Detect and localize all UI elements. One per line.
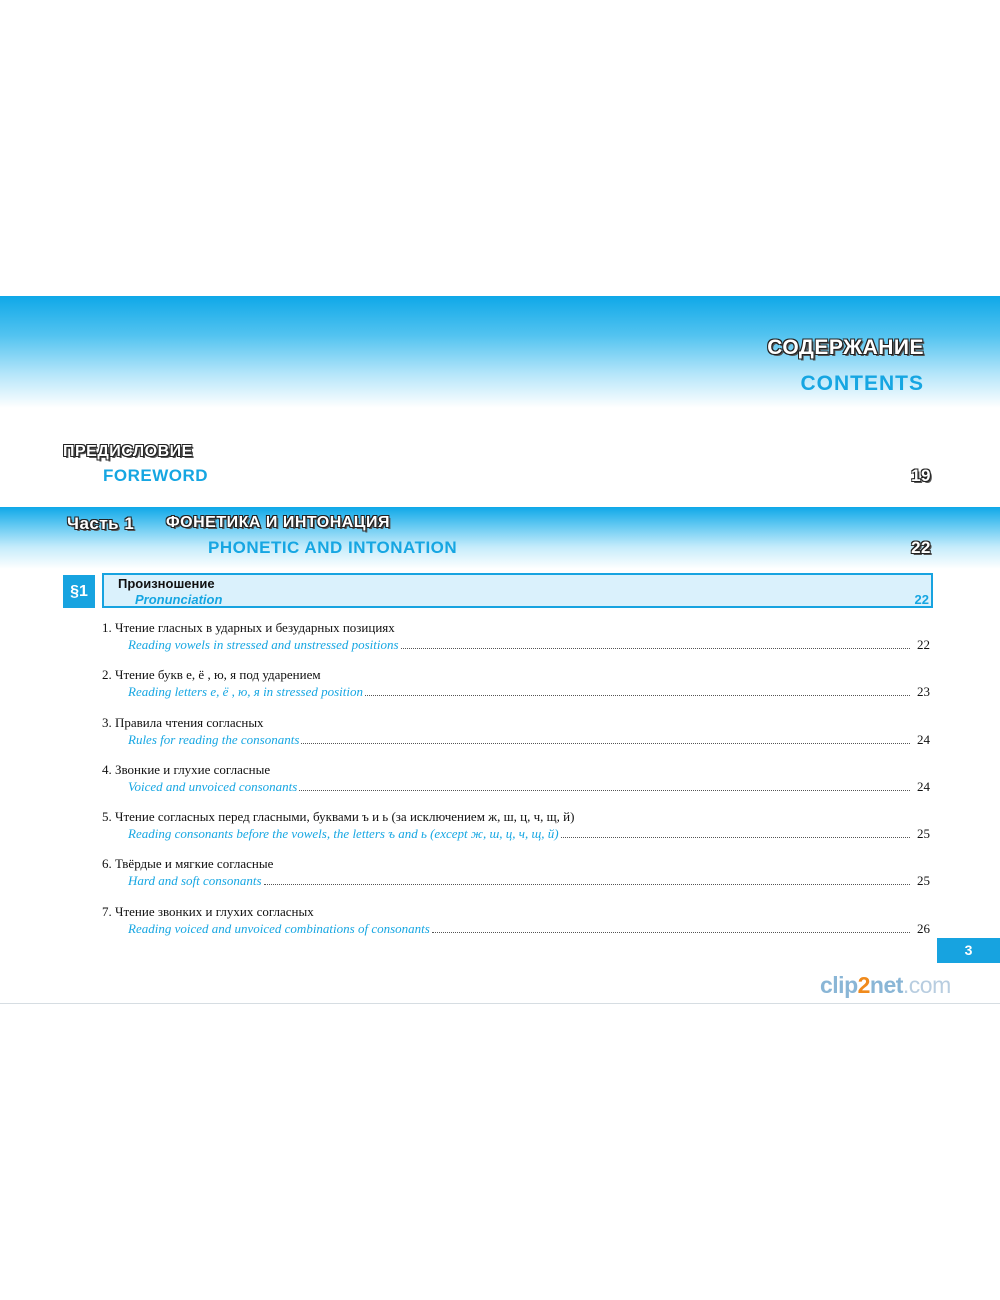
toc-entry-title-en: Reading vowels in stressed and unstressed positions <box>128 637 399 652</box>
toc-entry-page: 22 <box>917 637 930 652</box>
toc-entry-page: 25 <box>917 826 930 842</box>
page-number-tab: 3 <box>937 938 1000 963</box>
toc-entry[interactable] <box>102 761 930 808</box>
dot-leader <box>264 884 911 885</box>
toc-entry-line <box>102 872 930 889</box>
toc-entry-line <box>102 920 930 937</box>
toc-entry-title-ru: 6. Твёрдые и мягкие согласные <box>102 856 274 872</box>
toc-entry-title-ru: 2. Чтение букв е, ё , ю, я под ударением <box>102 667 321 683</box>
part-page-number: 22 <box>911 538 931 557</box>
foreword-page-number: 19 <box>911 466 931 485</box>
dot-leader <box>561 837 910 838</box>
toc-entry-title-en: Reading consonants before the vowels, the letters ъ and ь (except ж, ш, ц, ч, щ, й) <box>128 826 559 842</box>
toc-entry[interactable] <box>102 808 930 855</box>
toc-entry-line <box>102 825 930 842</box>
toc-entry[interactable] <box>102 714 930 761</box>
contents-title-ru: СОДЕРЖАНИЕ <box>767 336 924 359</box>
toc-entry-title-en: Reading letters е, ё , ю, я in stressed position <box>128 684 363 700</box>
watermark-part: 2 <box>857 972 870 998</box>
toc-entry[interactable] <box>102 666 930 713</box>
toc-entry-line <box>102 683 930 700</box>
foreword-title-en[interactable]: FOREWORD <box>103 466 209 485</box>
toc-entry-page: 24 <box>917 731 930 747</box>
dot-leader <box>299 790 910 791</box>
toc-entry-title-en: Hard and soft consonants <box>128 873 262 889</box>
toc-entry-title-ru: 7. Чтение звонких и глухих согласных <box>102 903 314 919</box>
watermark-part: clip <box>820 972 858 998</box>
toc-entry-line <box>102 731 930 748</box>
toc-entry-page: 26 <box>917 920 930 936</box>
toc-entry-title-ru: 5. Чтение согласных перед гласными, буквами ъ и ь (за исключением ж, ш, ц, ч, щ, й) <box>102 809 575 825</box>
part-title-ru: ФОНЕТИКА И ИНТОНАЦИЯ <box>166 514 390 531</box>
toc-list <box>102 619 930 950</box>
part-title-en[interactable]: PHONETIC AND INTONATION <box>208 538 458 557</box>
toc-entry[interactable] <box>102 619 930 666</box>
section-badge: §1 <box>63 575 95 608</box>
part-band <box>0 507 1000 569</box>
toc-entry[interactable] <box>102 903 930 950</box>
toc-entry-title-en: Voiced and unvoiced consonants <box>128 778 298 794</box>
section-title-en: Pronunciation <box>135 592 223 607</box>
dot-leader <box>401 648 910 649</box>
toc-entry-line <box>102 636 930 653</box>
dot-leader <box>365 695 910 696</box>
toc-entry[interactable] <box>102 855 930 902</box>
section-title-ru: Произношение <box>118 576 215 591</box>
toc-entry-title-ru: 1. Чтение гласных в ударных и безударных позициях <box>102 620 395 635</box>
part-label: Часть 1 <box>67 514 135 533</box>
toc-entry-page: 24 <box>917 778 930 794</box>
dot-leader <box>432 932 910 933</box>
section-page-number: 22 <box>914 592 929 607</box>
toc-page <box>0 296 1000 1004</box>
foreword-title-ru: ПРЕДИСЛОВИЕ <box>63 443 193 460</box>
dot-leader <box>301 743 910 744</box>
watermark-part: net <box>869 972 903 998</box>
watermark-part: .com <box>902 972 951 998</box>
toc-entry-title-en: Reading voiced and unvoiced combinations of consonants <box>128 920 430 936</box>
toc-entry-title-en: Rules for reading the consonants <box>128 731 300 747</box>
toc-entry-title-ru: 3. Правила чтения согласных <box>102 714 264 730</box>
contents-title-en: CONTENTS <box>800 372 924 395</box>
toc-entry-page: 23 <box>917 684 930 700</box>
section-heading-box[interactable] <box>102 573 933 608</box>
toc-entry-title-ru: 4. Звонкие и глухие согласные <box>102 761 271 777</box>
toc-entry-line <box>102 778 930 795</box>
clip2net-watermark-logo <box>820 972 951 999</box>
toc-entry-page: 25 <box>917 873 930 889</box>
